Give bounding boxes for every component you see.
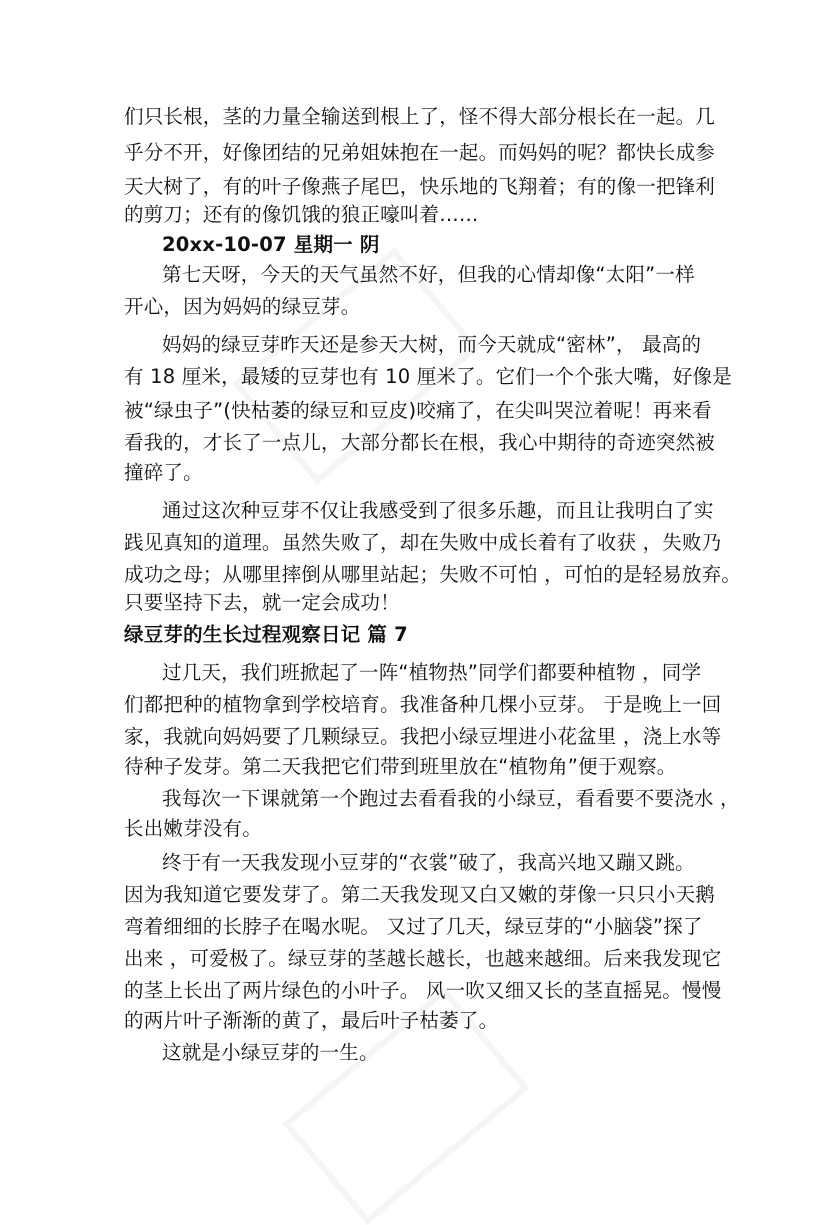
entry-date-heading: 20xx-10-07 星期一 阴 [162,233,380,256]
text-line: 开心，因为妈妈的绿豆芽。 [124,295,361,318]
text-line: 只要坚持下去，就一定会成功！ [124,591,400,614]
text-line: 弯着细细的长脖子在喝水呢。 又过了几天，绿豆芽的“小脑袋”探了 [124,915,703,938]
section-heading: 绿豆芽的生长过程观察日记 篇 7 [124,623,408,646]
text-line: 家，我就向妈妈要了几颗绿豆。我把小绿豆埋进小花盆里 ，浇上水等 [124,725,722,748]
text-line: 长出嫩芽没有。 [124,817,262,840]
text-line: 被“绿虫子”(快枯萎的绿豆和豆皮)咬痛了，在尖叫哭泣着呢！再来看 [124,399,712,422]
text-line: 们只长根，茎的力量全输送到根上了，怪不得大部分根长在一起。几 [124,105,716,128]
text-line: 看我的，才长了一点儿，大部分都长在根，我心中期待的奇迹突然被 [124,431,716,454]
text-line: 出来 ，可爱极了。绿豆芽的茎越长越长，也越来越细。后来我发现它 [124,947,722,970]
text-line: 第七天呀，今天的天气虽然不好，但我的心情却像“太阳”一样 [162,263,695,286]
text-line: 终于有一天我发现小豆芽的“衣裳”破了，我高兴地又蹦又跳。 [162,851,695,874]
text-line: 乎分不开，好像团结的兄弟姐妹抱在一起。而妈妈的呢？都快长成参 [124,141,716,164]
text-line: 天大树了，有的叶子像燕子尾巴，快乐地的飞翔着；有的像一把锋利 [124,175,716,198]
text-line: 我每次一下课就第一个跑过去看看我的小绿豆，看看要不要浇水 ， [162,787,740,810]
text-line: 们都把种的植物拿到学校培育。我准备种几棵小豆芽。 于是晚上一回 [124,693,722,716]
text-line: 的茎上长出了两片绿色的小叶子。 风一吹又细又长的茎直摇晃。慢慢 [124,979,722,1002]
text-line: 因为我知道它要发芽了。第二天我发现又白又嫩的芽像一只只小天鹅 [124,883,716,906]
text-line: 妈妈的绿豆芽昨天还是参天大树，而今天就成“密林”， 最高的 [162,333,702,356]
text-line: 成功之母；从哪里摔倒从哪里站起；失败不可怕 ，可怕的是轻易放弃。 [124,563,742,586]
text-line: 践见真知的道理。虽然失败了，却在失败中成长着有了收获 ，失败乃 [124,531,722,554]
text-line: 待种子发芽。第二天我把它们带到班里放在“植物角”便于观察。 [124,755,677,778]
text-line: 的剪刀；还有的像饥饿的狼正嚎叫着…… [124,203,479,226]
text-line: 撞碎了。 [124,461,203,484]
text-line: 这就是小绿豆芽的一生。 [162,1041,379,1064]
text-line: 过几天，我们班掀起了一阵“植物热”同学们都要种植物 ，同学 [162,661,702,684]
text-line: 通过这次种豆芽不仅让我感受到了很多乐趣，而且让我明白了实 [162,499,714,522]
text-line: 的两片叶子渐渐的黄了，最后叶子枯萎了。 [124,1009,499,1032]
text-line: 有 18 厘米，最矮的豆芽也有 10 厘米了。它们一个个张大嘴，好像是 [124,365,732,388]
